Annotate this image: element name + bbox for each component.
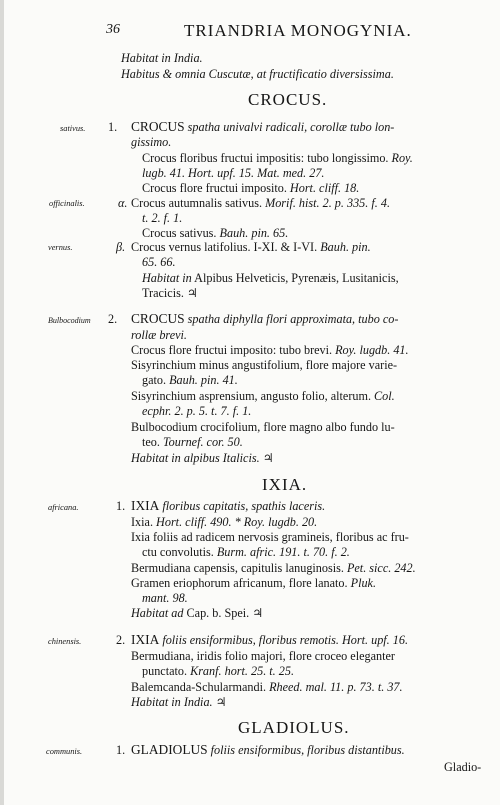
species-entry-gladiolus-1 (131, 743, 405, 757)
synonym-line: Crocus flore fructui imposito. Hort. cliff. 18. (142, 181, 360, 195)
page-number: 36 (106, 22, 120, 37)
species-name: CROCUS (131, 311, 185, 326)
species-description: foliis ensiformibus, floribus distantibus. (210, 743, 405, 757)
synonym-line: Ixia foliis ad radicem nervosis gramineis, floribus ac fru- (131, 530, 409, 544)
species-name: IXIA (131, 498, 160, 513)
catchword: Gladio- (444, 760, 482, 774)
synonym-line-cont: ctu convolutis. Burm. afric. 191. t. 70. f. 2. (142, 545, 350, 559)
synonym-line: Bermudiana, iridis folio majori, flore croceo eleganter (131, 649, 395, 663)
variety-line: Crocus vernus latifolius. I-XI. & I-VI. Bauh. pin. (131, 240, 371, 254)
species-entry-crocus-1 (131, 120, 394, 134)
variety-mark-alpha: α. (118, 196, 128, 210)
synonym-line: Crocus floribus fructui impositis: tubo longissimo. Roy. (142, 151, 413, 165)
species-description-cont: rollæ brevi. (131, 328, 187, 342)
synonym-line: Crocus sativus. Bauh. pin. 65. (142, 226, 289, 240)
margin-label-chinensis: chinensis. (48, 637, 82, 646)
habitat-line: Habitat in alpibus Italicis. ♃ (131, 451, 274, 465)
synonym-ref-line: mant. 98. (142, 591, 188, 605)
synonym-line: Bermudiana capensis, capitulis lanuginosis. Pet. sicc. 242. (131, 561, 416, 575)
species-description: foliis ensiformibus, floribus remotis. (162, 633, 339, 647)
species-number: 1. (108, 120, 118, 134)
synonym-line-cont: teo. Tournef. cor. 50. (142, 435, 243, 449)
genus-heading-gladiolus: GLADIOLUS. (238, 718, 350, 737)
habitat-line: Habitat in India. ♃ (131, 695, 227, 709)
species-description: spatha diphylla flori approximata, tubo co- (187, 312, 399, 326)
running-title: TRIANDRIA MONOGYNIA. (184, 21, 412, 40)
synonym-line: Balemcanda-Schularmandi. Rheed. mal. 11. p. 73. t. 37. (131, 680, 403, 694)
synonym-line: Bulbocodium crocifolium, flore magno albo fundo lu- (131, 420, 395, 434)
species-entry-ixia-2: IXIA foliis ensiformibus, floribus remotis. Hort. upf. 16. (131, 632, 409, 647)
species-number: 2. (116, 633, 126, 647)
species-description: spatha univalvi radicali, corollæ tubo lon- (187, 120, 395, 134)
habitus-line: Habitus & omnia Cuscutæ, at fructificatio diversissima. (121, 67, 394, 81)
margin-label-communis: communis. (46, 747, 83, 756)
synonym-line: Sisyrinchium asprensium, angusto folio, alterum. Col. (131, 389, 395, 403)
synonym-line: Gramen eriophorum africanum, flore lanato. Pluk. (131, 576, 377, 590)
species-name: IXIA (131, 632, 160, 647)
species-description-cont: gissimo. (131, 135, 172, 149)
species-name: CROCUS (131, 119, 185, 134)
synonym-line: Crocus flore fructui imposito: tubo brevi. Roy. lugdb. 41. (131, 343, 409, 357)
synonym-line-cont: gato. Bauh. pin. 41. (142, 373, 238, 387)
margin-label-sativus: sativus. (60, 124, 86, 133)
variety-mark-beta: β. (116, 240, 126, 254)
margin-label-africana: africana. (48, 503, 79, 512)
species-description: floribus capitatis, spathis laceris. (162, 499, 326, 513)
variety-ref-line: t. 2. f. 1. (142, 211, 183, 225)
variety-ref-line: 65. 66. (142, 255, 176, 269)
genus-heading-ixia: IXIA. (262, 475, 308, 494)
species-entry-crocus-2 (131, 312, 398, 326)
synonym-line-cont: punctato. Kranf. hort. 25. t. 25. (142, 664, 295, 678)
synonym-ref-line: lugb. 41. Hort. upf. 15. Mat. med. 27. (142, 166, 325, 180)
synonym-ref-line: ecphr. 2. p. 5. t. 7. f. 1. (142, 404, 252, 418)
species-name: GLADIOLUS (131, 742, 208, 757)
margin-label-vernus: vernus. (48, 243, 73, 252)
synonym-line: Ixia. Hort. cliff. 490. * Roy. lugdb. 20. (131, 515, 318, 529)
margin-label-officinalis: officinalis. (49, 199, 85, 208)
margin-label-bulbocodium: Bulbocodium (48, 316, 91, 325)
genus-heading-crocus: CROCUS. (248, 90, 328, 109)
habitat-line: Habitat ad Cap. b. Spei. ♃ (131, 606, 264, 620)
species-number: 2. (108, 312, 118, 326)
habitat-line-cont: Tracicis. ♃ (142, 286, 198, 300)
species-number: 1. (116, 743, 126, 757)
habitat-line: Habitat in India. (121, 51, 203, 65)
habitat-line: Habitat in Alpibus Helveticis, Pyrenæis, Lusitanicis, (142, 271, 399, 285)
variety-line: Crocus autumnalis sativus. Morif. hist. 2. p. 335. f. 4. (131, 196, 390, 210)
synonym-line: Sisyrinchium minus angustifolium, flore majore varie- (131, 358, 398, 372)
species-number: 1. (116, 499, 126, 513)
species-entry-ixia-1 (131, 499, 325, 513)
